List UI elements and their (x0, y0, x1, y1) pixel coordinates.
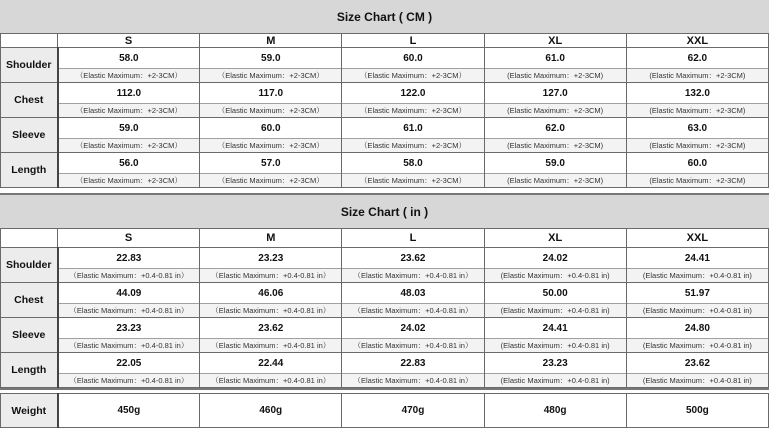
elastic-note: (Elastic Maximum：+0.4-0.81 in) (485, 374, 626, 387)
measurement-cell (200, 48, 342, 83)
row-label: Shoulder (1, 248, 58, 283)
measurement-value: 22.44 (200, 353, 341, 374)
elastic-note: (Elastic Maximum：+0.4-0.81 in) (485, 339, 626, 352)
measurement-value: 23.62 (627, 353, 768, 374)
measurement-value: 24.02 (342, 318, 483, 339)
measurement-value: 63.0 (627, 118, 768, 139)
elastic-note: （Elastic Maximum：+2-3CM） (59, 174, 200, 187)
measurement-cell (200, 318, 342, 353)
row-label: Sleeve (1, 118, 58, 153)
measurement-cell (58, 283, 200, 318)
measurement-cell (342, 83, 484, 118)
row-label: Chest (1, 83, 58, 118)
measurement-value: 23.62 (200, 318, 341, 339)
measurement-value: 44.09 (59, 283, 200, 304)
elastic-note: （Elastic Maximum：+2-3CM） (200, 104, 341, 117)
measurement-cell (342, 153, 484, 188)
measurement-cell (484, 48, 626, 83)
elastic-note: （Elastic Maximum：+0.4-0.81 in） (200, 374, 341, 387)
measurement-value: 58.0 (342, 153, 483, 174)
measurement-value: 61.0 (342, 118, 483, 139)
measurement-value: 60.0 (200, 118, 341, 139)
measurement-cell (200, 283, 342, 318)
measurement-cell (626, 248, 768, 283)
size-header-s: S (58, 229, 200, 248)
measurement-cell (58, 248, 200, 283)
measurement-cell (342, 353, 484, 388)
measurement-cell (200, 118, 342, 153)
measurement-cell (342, 248, 484, 283)
size-header-xxl: XXL (626, 229, 768, 248)
elastic-note: （Elastic Maximum：+2-3CM） (59, 69, 200, 82)
cm-size-table (0, 33, 769, 188)
measurement-cell (484, 83, 626, 118)
weight-value: 460g (200, 394, 342, 428)
elastic-note: (Elastic Maximum：+0.4-0.81 in) (627, 374, 768, 387)
row-label: Chest (1, 283, 58, 318)
size-header-xl: XL (484, 34, 626, 48)
measurement-value: 22.05 (59, 353, 200, 374)
measurement-value: 24.41 (485, 318, 626, 339)
size-header-l: L (342, 229, 484, 248)
size-header-xl: XL (484, 229, 626, 248)
weight-value: 470g (342, 394, 484, 428)
table-row (1, 318, 769, 353)
table-row (1, 153, 769, 188)
measurement-cell (626, 353, 768, 388)
elastic-note: (Elastic Maximum：+0.4-0.81 in) (627, 339, 768, 352)
elastic-note: （Elastic Maximum：+2-3CM） (200, 139, 341, 152)
measurement-cell (626, 83, 768, 118)
measurement-value: 57.0 (200, 153, 341, 174)
elastic-note: （Elastic Maximum：+0.4-0.81 in） (59, 374, 200, 387)
size-header-l: L (342, 34, 484, 48)
row-label: Shoulder (1, 48, 58, 83)
measurement-cell (484, 283, 626, 318)
elastic-note: (Elastic Maximum：+2-3CM) (485, 174, 626, 187)
measurement-cell (58, 353, 200, 388)
measurement-value: 24.02 (485, 248, 626, 269)
elastic-note: （Elastic Maximum：+2-3CM） (342, 174, 483, 187)
elastic-note: (Elastic Maximum：+2-3CM) (485, 139, 626, 152)
weight-value: 450g (58, 394, 200, 428)
elastic-note: (Elastic Maximum：+0.4-0.81 in) (485, 304, 626, 317)
measurement-cell (342, 118, 484, 153)
measurement-cell (342, 283, 484, 318)
elastic-note: （Elastic Maximum：+2-3CM） (200, 174, 341, 187)
measurement-cell (58, 153, 200, 188)
table-row (1, 248, 769, 283)
measurement-value: 59.0 (200, 48, 341, 69)
measurement-value: 51.97 (627, 283, 768, 304)
measurement-value: 56.0 (59, 153, 200, 174)
measurement-cell (200, 353, 342, 388)
elastic-note: （Elastic Maximum：+0.4-0.81 in） (342, 269, 483, 282)
measurement-cell (484, 353, 626, 388)
measurement-cell (484, 153, 626, 188)
table-row (1, 48, 769, 83)
measurement-cell (484, 248, 626, 283)
size-header-m: M (200, 229, 342, 248)
measurement-value: 23.62 (342, 248, 483, 269)
elastic-note: (Elastic Maximum：+2-3CM) (485, 69, 626, 82)
measurement-cell (626, 48, 768, 83)
measurement-value: 60.0 (627, 153, 768, 174)
size-header-m: M (200, 34, 342, 48)
table-row (1, 353, 769, 388)
measurement-value: 58.0 (59, 48, 200, 69)
cm-chart-title: Size Chart ( CM ) (0, 0, 769, 33)
measurement-value: 122.0 (342, 83, 483, 104)
measurement-cell (626, 118, 768, 153)
elastic-note: （Elastic Maximum：+0.4-0.81 in） (200, 269, 341, 282)
measurement-value: 23.23 (59, 318, 200, 339)
measurement-value: 22.83 (342, 353, 483, 374)
elastic-note: (Elastic Maximum：+2-3CM) (627, 174, 768, 187)
measurement-value: 50.00 (485, 283, 626, 304)
elastic-note: （Elastic Maximum：+0.4-0.81 in） (342, 304, 483, 317)
elastic-note: （Elastic Maximum：+2-3CM） (59, 139, 200, 152)
row-label: Sleeve (1, 318, 58, 353)
section-divider (0, 388, 769, 390)
measurement-value: 59.0 (59, 118, 200, 139)
measurement-cell (626, 153, 768, 188)
measurement-value: 48.03 (342, 283, 483, 304)
row-label: Length (1, 353, 58, 388)
measurement-value: 24.80 (627, 318, 768, 339)
corner-cell (1, 229, 58, 248)
elastic-note: （Elastic Maximum：+2-3CM） (59, 104, 200, 117)
measurement-cell (342, 48, 484, 83)
measurement-cell (200, 248, 342, 283)
in-chart-title: Size Chart ( in ) (0, 195, 769, 228)
measurement-value: 62.0 (485, 118, 626, 139)
measurement-value: 46.06 (200, 283, 341, 304)
elastic-note: (Elastic Maximum：+0.4-0.81 in) (627, 269, 768, 282)
size-header-s: S (58, 34, 200, 48)
elastic-note: (Elastic Maximum：+2-3CM) (627, 69, 768, 82)
weight-value: 500g (626, 394, 768, 428)
measurement-value: 59.0 (485, 153, 626, 174)
weight-table (0, 393, 769, 428)
elastic-note: （Elastic Maximum：+0.4-0.81 in） (342, 374, 483, 387)
measurement-value: 24.41 (627, 248, 768, 269)
elastic-note: （Elastic Maximum：+0.4-0.81 in） (59, 269, 200, 282)
row-label-weight: Weight (1, 394, 58, 428)
measurement-value: 22.83 (59, 248, 200, 269)
elastic-note: （Elastic Maximum：+0.4-0.81 in） (342, 339, 483, 352)
measurement-cell (58, 48, 200, 83)
table-row (1, 283, 769, 318)
elastic-note: （Elastic Maximum：+2-3CM） (200, 69, 341, 82)
measurement-value: 61.0 (485, 48, 626, 69)
table-row (1, 118, 769, 153)
measurement-value: 23.23 (200, 248, 341, 269)
elastic-note: （Elastic Maximum：+0.4-0.81 in） (200, 304, 341, 317)
size-header-xxl: XXL (626, 34, 768, 48)
elastic-note: (Elastic Maximum：+2-3CM) (627, 139, 768, 152)
measurement-cell (626, 318, 768, 353)
measurement-cell (484, 318, 626, 353)
measurement-cell (342, 318, 484, 353)
measurement-value: 62.0 (627, 48, 768, 69)
measurement-cell (200, 153, 342, 188)
elastic-note: （Elastic Maximum：+2-3CM） (342, 139, 483, 152)
elastic-note: (Elastic Maximum：+0.4-0.81 in) (627, 304, 768, 317)
elastic-note: （Elastic Maximum：+2-3CM） (342, 104, 483, 117)
elastic-note: （Elastic Maximum：+0.4-0.81 in） (59, 304, 200, 317)
elastic-note: (Elastic Maximum：+0.4-0.81 in) (485, 269, 626, 282)
measurement-cell (58, 118, 200, 153)
weight-value: 480g (484, 394, 626, 428)
measurement-value: 23.23 (485, 353, 626, 374)
measurement-value: 127.0 (485, 83, 626, 104)
elastic-note: （Elastic Maximum：+0.4-0.81 in） (59, 339, 200, 352)
measurement-cell (484, 118, 626, 153)
in-size-table (0, 228, 769, 388)
measurement-value: 112.0 (59, 83, 200, 104)
corner-cell (1, 34, 58, 48)
elastic-note: （Elastic Maximum：+2-3CM） (342, 69, 483, 82)
measurement-cell (626, 283, 768, 318)
elastic-note: （Elastic Maximum：+0.4-0.81 in） (200, 339, 341, 352)
measurement-value: 60.0 (342, 48, 483, 69)
measurement-cell (200, 83, 342, 118)
row-label: Length (1, 153, 58, 188)
elastic-note: (Elastic Maximum：+2-3CM) (627, 104, 768, 117)
measurement-cell (58, 83, 200, 118)
measurement-value: 132.0 (627, 83, 768, 104)
measurement-cell (58, 318, 200, 353)
measurement-value: 117.0 (200, 83, 341, 104)
elastic-note: (Elastic Maximum：+2-3CM) (485, 104, 626, 117)
table-row (1, 83, 769, 118)
